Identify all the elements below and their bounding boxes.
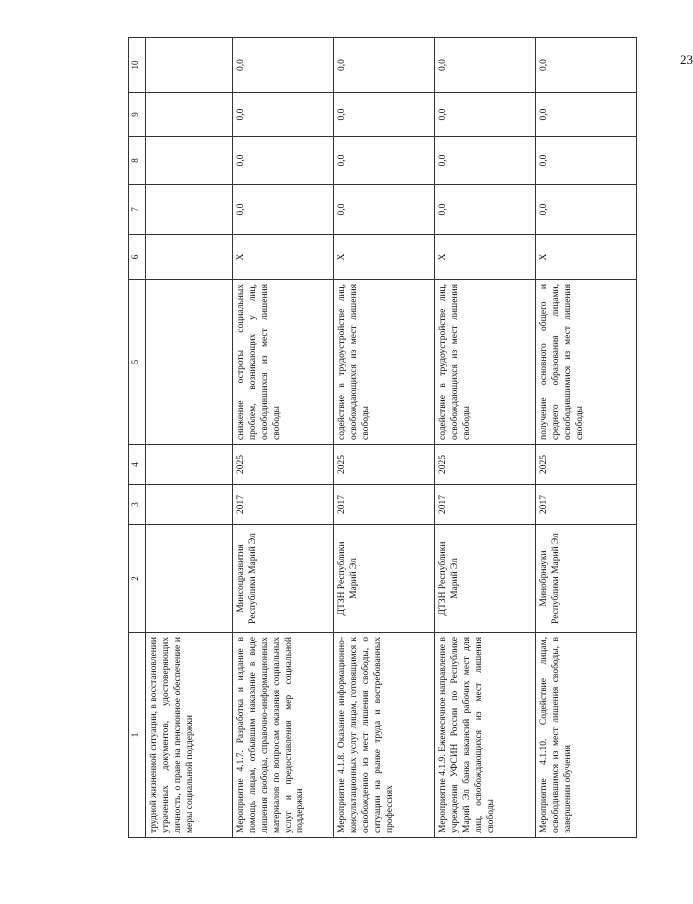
start-year: 2017: [233, 485, 334, 525]
expected-result: содействие в трудоустройстве лиц, освобождающихся из мест лишения свободы: [435, 280, 536, 445]
executor: Минсоцразвития Республики Марий Эл: [233, 525, 334, 633]
table-row: [146, 38, 233, 838]
col-6-value: X: [233, 235, 334, 280]
col-8-value: 0,0: [233, 137, 334, 185]
col-8-value: 0,0: [334, 137, 435, 185]
col-header-4: 4: [129, 445, 146, 485]
end-year: 2025: [536, 445, 637, 485]
table-row: [435, 38, 536, 838]
measure-description: Мероприятие 4.1.10. Содействие лицам, освободившимся из мест лишения свободы, в завершении обучения: [536, 633, 637, 838]
col-6-value: X: [334, 235, 435, 280]
executor: [146, 525, 233, 633]
col-9-value: 0,0: [435, 93, 536, 137]
col-10-value: 0,0: [233, 38, 334, 93]
col-header-9: 9: [129, 93, 146, 137]
col-6-value: X: [536, 235, 637, 280]
col-header-7: 7: [129, 185, 146, 235]
col-header-1: 1: [129, 633, 146, 838]
col-7-value: [146, 185, 233, 235]
col-header-6: 6: [129, 235, 146, 280]
col-10-value: [146, 38, 233, 93]
page-number: 23: [680, 52, 693, 67]
end-year: 2025: [435, 445, 536, 485]
start-year: [146, 485, 233, 525]
executor: Минобрнауки Республики Марий Эл: [536, 525, 637, 633]
executor: ДТЗН Республики Марий Эл: [334, 525, 435, 633]
col-8-value: 0,0: [536, 137, 637, 185]
col-header-3: 3: [129, 485, 146, 525]
expected-result: получение основного общего и среднего образования лицами, освободившимися из мест лишения свободы: [536, 280, 637, 445]
col-10-value: 0,0: [435, 38, 536, 93]
col-9-value: [146, 93, 233, 137]
col-9-value: 0,0: [233, 93, 334, 137]
expected-result: содействие в трудоустройстве лиц, освобождающихся из мест лишения свободы: [334, 280, 435, 445]
table-row: [536, 38, 637, 838]
table-row: [334, 38, 435, 838]
col-header-2: 2: [129, 525, 146, 633]
start-year: 2017: [536, 485, 637, 525]
measure-description: Мероприятие 4.1.9. Ежемесячное направление в учреждения УФСИН России по Республике Марий Эл банка вакансий рабочих мест для лиц, освобождающихся из мест лишения свободы: [435, 633, 536, 838]
col-6-value: [146, 235, 233, 280]
col-7-value: 0,0: [536, 185, 637, 235]
col-header-8: 8: [129, 137, 146, 185]
table-row: [233, 38, 334, 838]
measure-description: трудной жизненной ситуации, в восстановлении утраченных документов, удостоверяющих личность, о праве на пенсионное обеспечение и меры социальной поддержки: [146, 633, 233, 838]
col-6-value: X: [435, 235, 536, 280]
end-year: 2025: [233, 445, 334, 485]
col-7-value: 0,0: [233, 185, 334, 235]
col-header-10: 10: [129, 38, 146, 93]
col-10-value: 0,0: [334, 38, 435, 93]
col-9-value: 0,0: [536, 93, 637, 137]
col-header-5: 5: [129, 280, 146, 445]
executor: ДТЗН Республики Марий Эл: [435, 525, 536, 633]
col-8-value: [146, 137, 233, 185]
program-measures-table: [128, 37, 637, 838]
col-7-value: 0,0: [334, 185, 435, 235]
rotated-table-container: [128, 38, 628, 838]
start-year: 2017: [334, 485, 435, 525]
expected-result: [146, 280, 233, 445]
col-8-value: 0,0: [435, 137, 536, 185]
end-year: 2025: [334, 445, 435, 485]
end-year: [146, 445, 233, 485]
header-row: [129, 38, 146, 838]
start-year: 2017: [435, 485, 536, 525]
col-7-value: 0,0: [435, 185, 536, 235]
col-10-value: 0,0: [536, 38, 637, 93]
measure-description: Мероприятие 4.1.7. Разработка и издание в помощь лицам, отбывшим наказание в виде лишения свободы, справочно-информационных материалов по вопросам оказания социальных услуг и предоставления мер социальной поддержки: [233, 633, 334, 838]
measure-description: Мероприятие 4.1.8. Оказание информационно-консультационных услуг лицам, готовящимся к освобождению из мест лишения свободы, о ситуации на рынке труда и востребованных профессиях: [334, 633, 435, 838]
expected-result: снижение остроты социальных проблем, возникающих у лиц, освободившихся из мест лишения свободы: [233, 280, 334, 445]
col-9-value: 0,0: [334, 93, 435, 137]
